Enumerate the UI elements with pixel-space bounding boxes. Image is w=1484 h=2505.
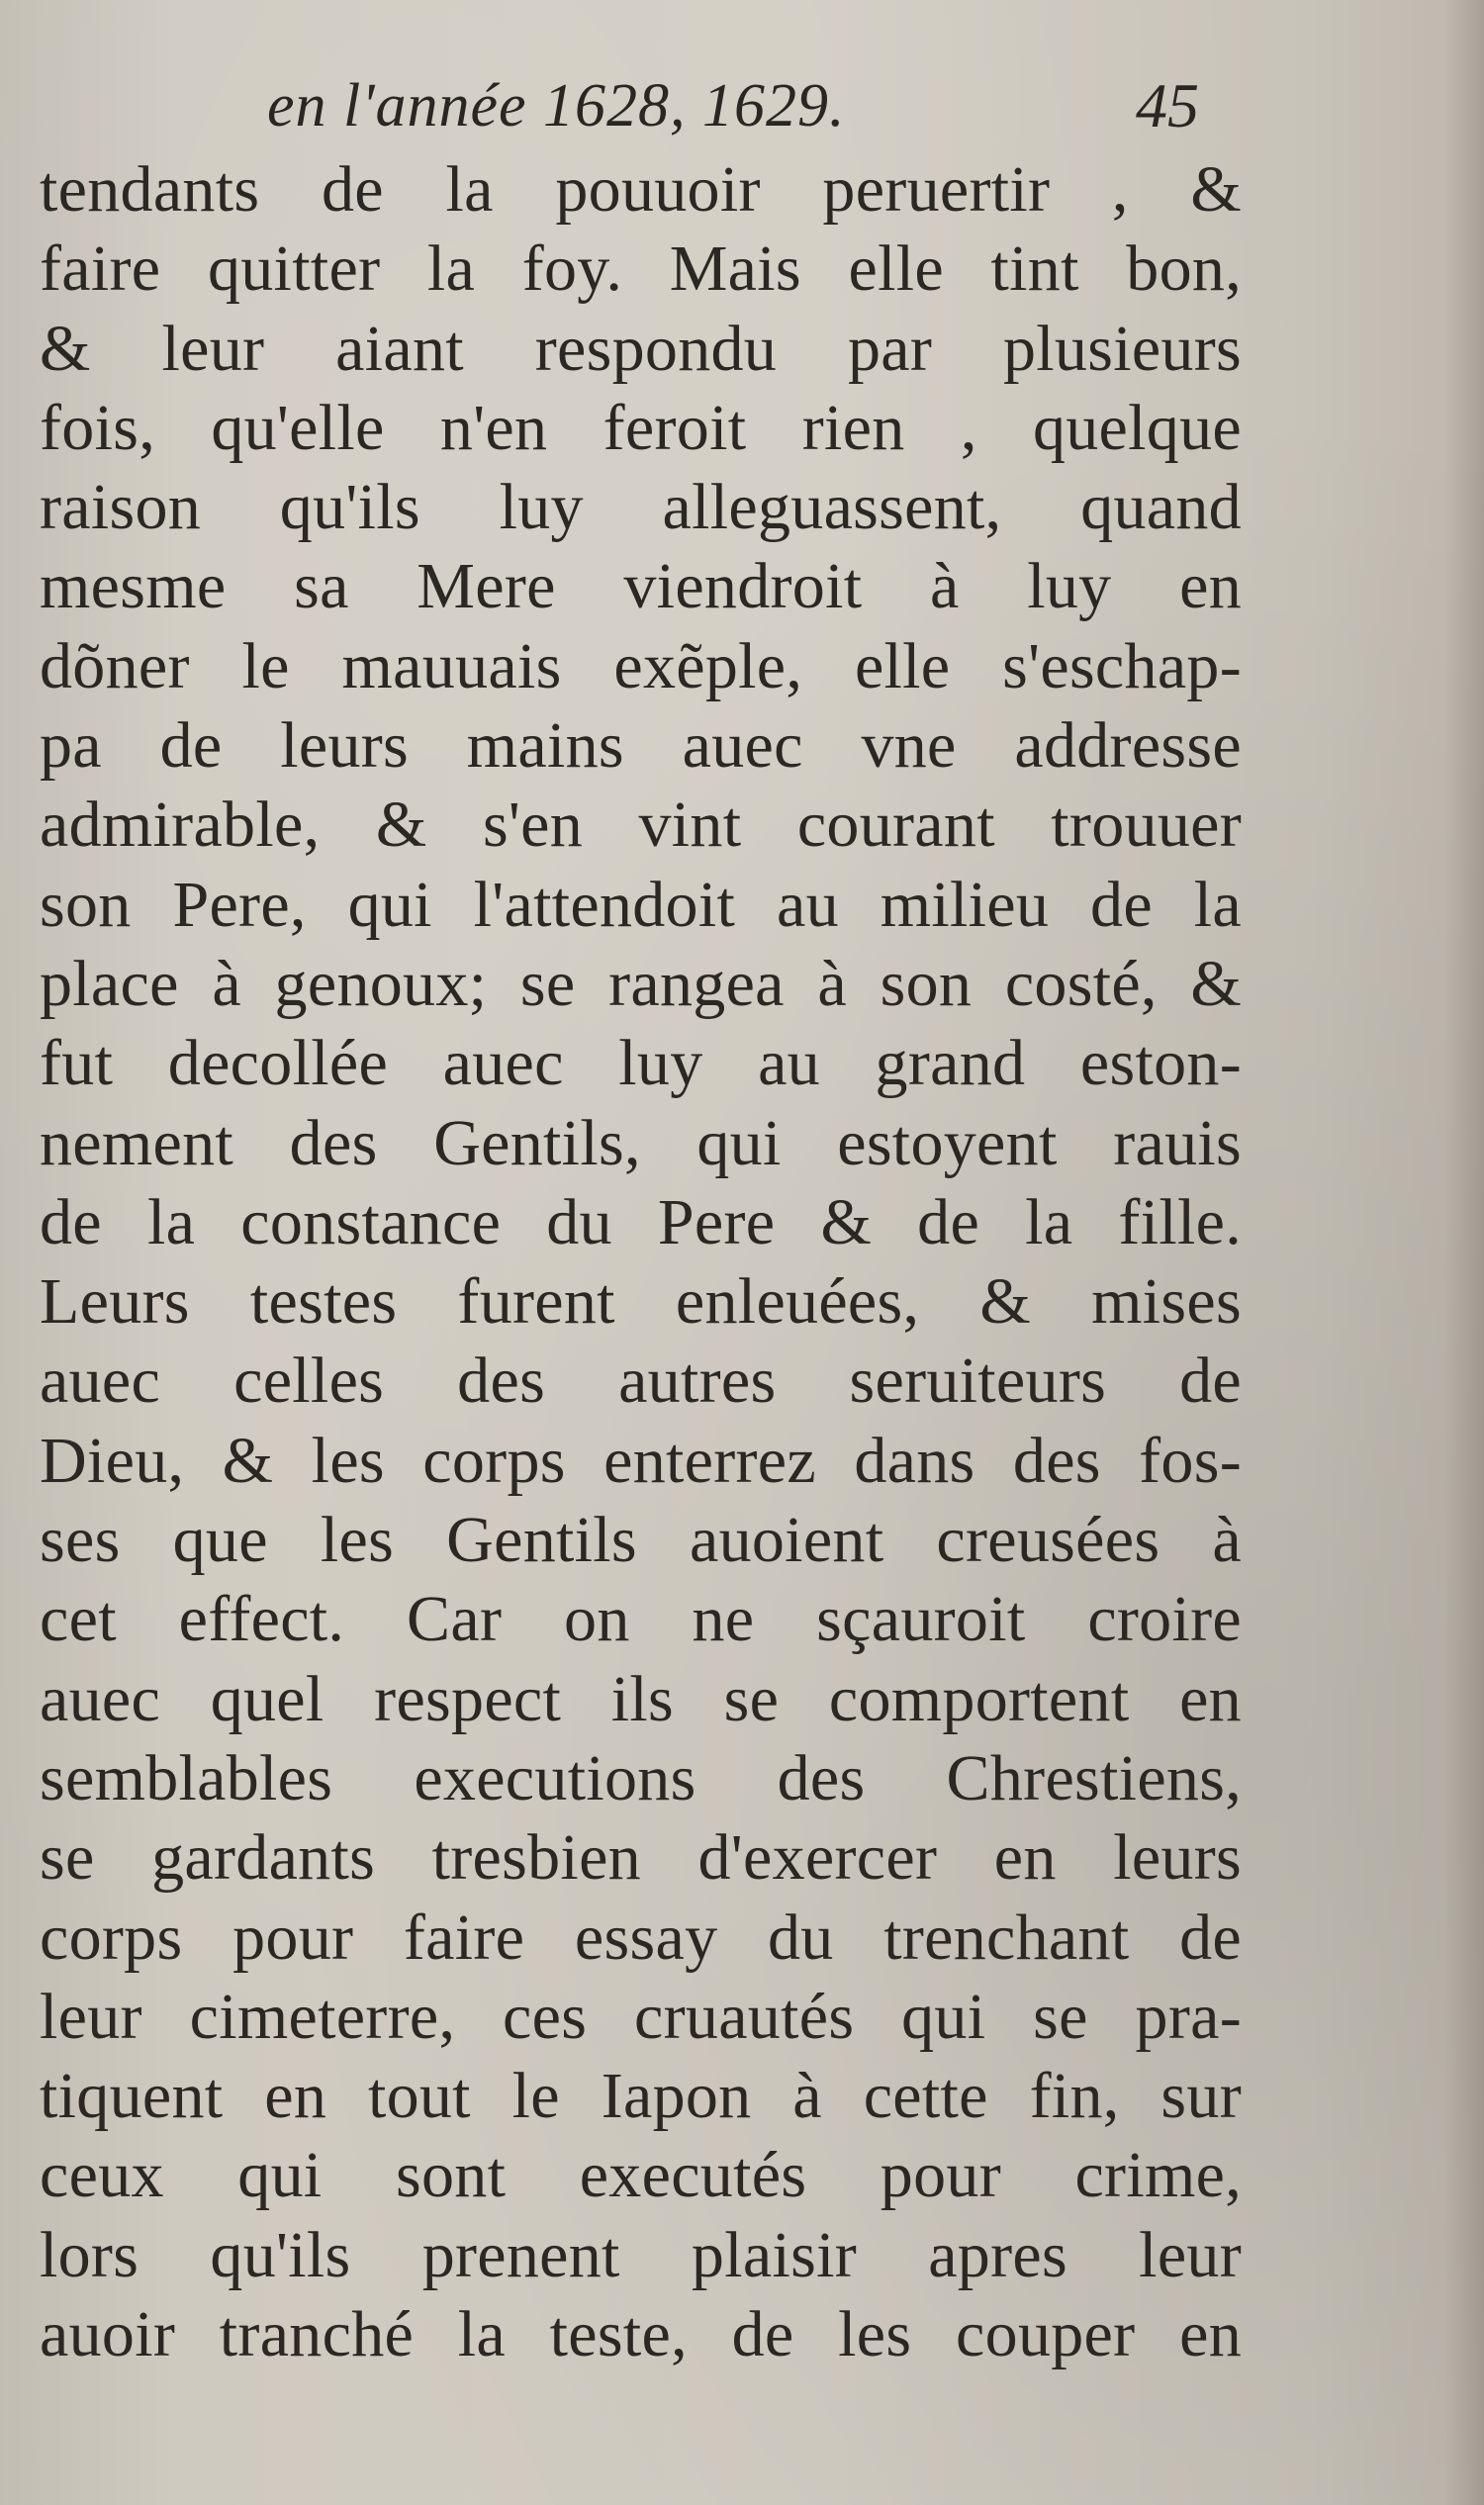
text-line: semblables executions des Chrestiens, [40,1741,1242,1814]
text-line: auec quel respect ils se comportent en [40,1662,1242,1735]
text-line: admirable, & s'en vint courant trouuer [40,789,1242,862]
text-line: cet effect. Car on ne sçauroit croire [40,1583,1242,1656]
text-line: fut decollée auec luy au grand eston- [40,1027,1242,1100]
text-line: auec celles des autres seruiteurs de [40,1345,1242,1418]
body-text [40,150,1242,2374]
page-number: 45 [1136,70,1199,140]
text-line: dõner le mauuais exẽple, elle s'eschap- [40,629,1242,702]
text-line: se gardants tresbien d'exercer en leurs [40,1821,1242,1895]
page-header [267,61,1217,150]
text-line: raison qu'ils luy alleguassent, quand [40,471,1242,544]
text-line: de la constance du Pere & de la fille. [40,1185,1242,1258]
text-line: place à genoux; se rangea à son costé, & [40,947,1242,1020]
text-line: corps pour faire essay du trenchant de [40,1901,1242,1974]
text-line: auoir tranché la teste, de les couper en [40,2298,1242,2371]
text-line: ceux qui sont executés pour crime, [40,2139,1242,2212]
text-line: son Pere, qui l'attendoit au milieu de la [40,868,1242,941]
text-line: faire quitter la foy. Mais elle tint bon, [40,232,1242,306]
text-line: nement des Gentils, qui estoyent rauis [40,1106,1242,1179]
text-line: tiquent en tout le Iapon à cette fin, sur [40,2060,1242,2133]
page-edge-shadow [1444,0,1484,2505]
text-line: lors qu'ils prenent plaisir apres leur [40,2218,1242,2291]
text-line: Dieu, & les corps enterrez dans des fos- [40,1424,1242,1497]
running-title: en l'année 1628, 1629. [267,72,846,139]
text-line: & leur aiant respondu par plusieurs [40,312,1242,385]
text-line: Leurs testes furent enleuées, & mises [40,1265,1242,1339]
text-line: mesme sa Mere viendroit à luy en [40,550,1242,623]
text-line: fois, qu'elle n'en feroit rien , quelque [40,391,1242,464]
text-line: leur cimeterre, ces cruautés qui se pra- [40,1980,1242,2053]
text-line: tendants de la pouuoir peruertir , & [40,153,1242,226]
text-line: pa de leurs mains auec vne addresse [40,709,1242,783]
text-line: ses que les Gentils auoient creusées à [40,1504,1242,1577]
